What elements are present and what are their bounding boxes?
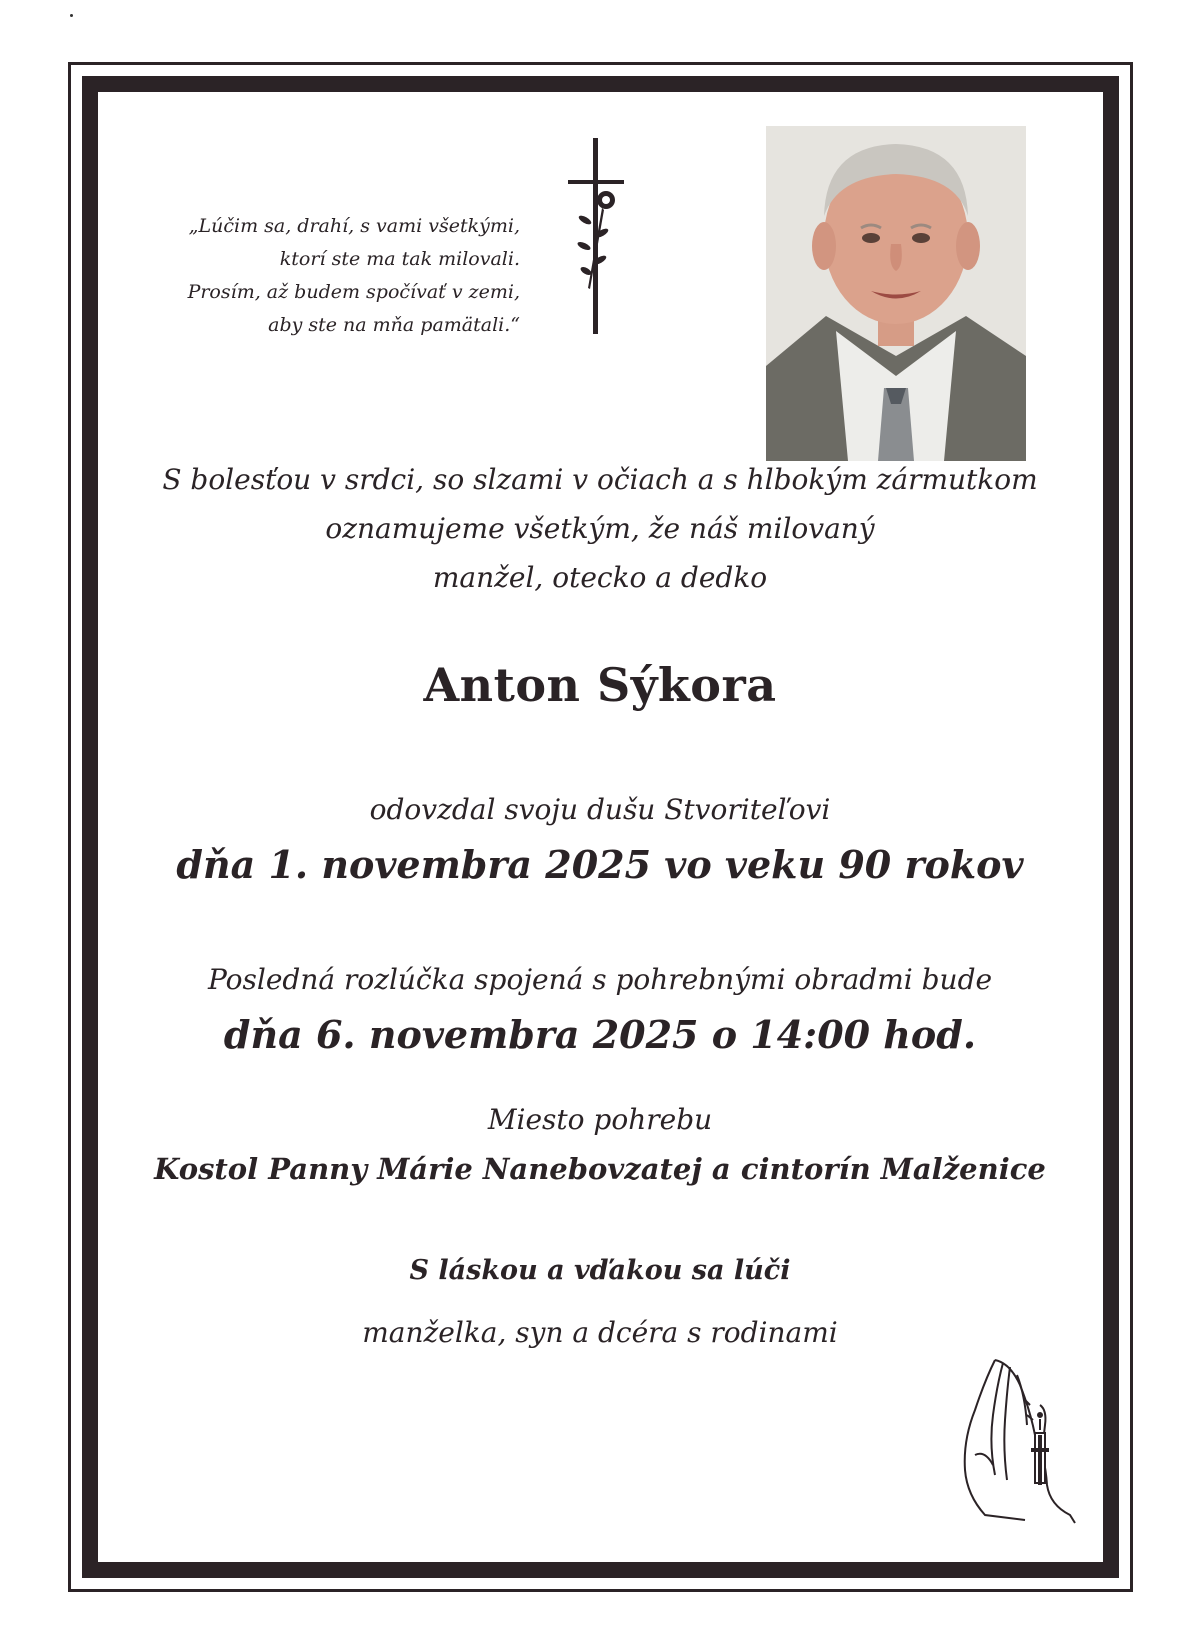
intro-line: S bolesťou v srdci, so slzami v očiach a s hlbokým zármutkom bbox=[162, 463, 1038, 496]
deceased-name: Anton Sýkora bbox=[423, 658, 777, 712]
place-label: Miesto pohrebu bbox=[487, 1103, 713, 1136]
family-line: manželka, syn a dcéra s rodinami bbox=[362, 1316, 838, 1349]
cross-with-rose-icon bbox=[566, 138, 626, 342]
quote-line: „Lúčim sa, drahí, s vami všetkými, bbox=[188, 215, 520, 237]
quote-line: ktorí ste ma tak milovali. bbox=[279, 248, 520, 270]
funeral-place: Kostol Panny Márie Nanebovzatej a cintorín Malženice bbox=[154, 1152, 1046, 1186]
farewell-quote bbox=[150, 210, 520, 342]
quote-line: Prosím, až budem spočívať v zemi, bbox=[187, 281, 520, 303]
funeral-text: Posledná rozlúčka spojená s pohrebnými obradmi bude bbox=[207, 963, 993, 996]
farewell-line: S láskou a vďakou sa lúči bbox=[409, 1255, 791, 1286]
funeral-date: dňa 6. novembra 2025 o 14:00 hod. bbox=[223, 1012, 977, 1057]
intro-line: oznamujeme všetkým, že náš milovaný bbox=[325, 512, 875, 545]
praying-hands-icon bbox=[955, 1355, 1080, 1529]
quote-line: aby ste na mňa pamätali.“ bbox=[268, 314, 520, 336]
scan-speck bbox=[70, 14, 73, 17]
intro-line: manžel, otecko a dedko bbox=[432, 561, 768, 594]
passed-text: odovzdal svoju dušu Stvoriteľovi bbox=[369, 793, 831, 826]
portrait-photo bbox=[766, 126, 1026, 461]
death-date: dňa 1. novembra 2025 vo veku 90 rokov bbox=[176, 842, 1024, 887]
